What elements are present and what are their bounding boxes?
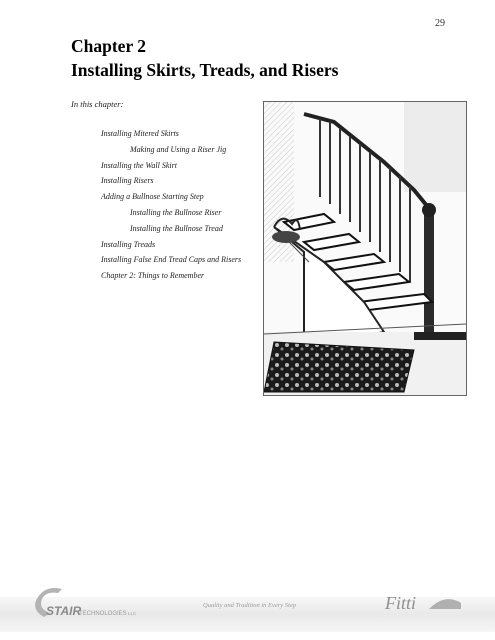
fitti-logo-text: Fitti — [385, 593, 416, 613]
toc-item: Adding a Bullnose Starting Step — [101, 192, 204, 202]
toc-item: Installing Mitered Skirts — [101, 129, 179, 138]
staircase-sketch — [264, 102, 466, 395]
stair-technologies-logo — [28, 579, 158, 627]
toc-subitem: Making and Using a Riser Jig — [130, 144, 227, 154]
page-number: 29 — [435, 18, 445, 29]
staircase-illustration — [263, 101, 467, 396]
toc-item: Installing Risers — [101, 176, 154, 186]
chapter-number: Chapter 2 — [71, 36, 147, 56]
toc-item: Installing Treads — [101, 239, 156, 249]
footer-tagline: Quality and Tradition in Every Step — [203, 602, 296, 609]
toc-subitem: Installing the Bullnose Tread — [130, 223, 223, 233]
fitti-logo-mark — [429, 599, 461, 609]
chapter-heading — [71, 34, 338, 82]
intro-text: In this chapter: — [71, 99, 124, 109]
page-footer — [0, 575, 495, 640]
chapter-contents-list — [101, 126, 241, 284]
toc-item: Installing False End Tread Caps and Risers — [101, 255, 242, 265]
toc-item: Chapter 2: Things to Remember — [101, 271, 205, 281]
logo-main-text: STAIR — [46, 604, 82, 618]
fitti-logo — [383, 589, 463, 615]
toc-item: Installing the Wall Skirt — [101, 160, 177, 170]
logo-suffix-text: LLC — [128, 611, 137, 616]
toc-subitem: Installing the Bullnose Riser — [130, 207, 222, 217]
chapter-title: Installing Skirts, Treads, and Risers — [71, 60, 339, 80]
logo-sub-text: TECHNOLOGIES — [79, 611, 127, 617]
